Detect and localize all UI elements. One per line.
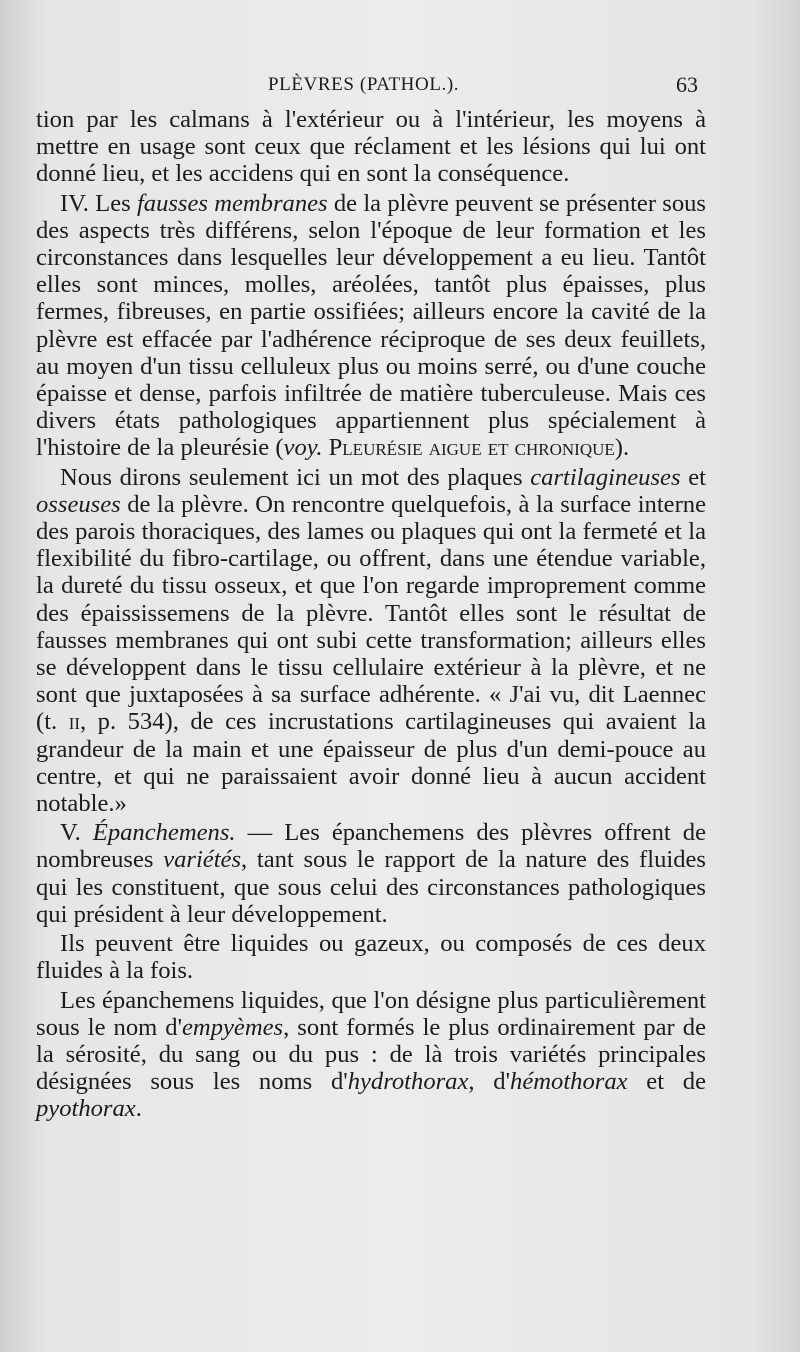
- running-title-paren: (PATHOL.).: [359, 74, 460, 95]
- italic-term: empyèmes: [182, 1013, 284, 1041]
- paragraph-plaques: [36, 464, 706, 818]
- running-title-main: PLÈVRES: [268, 74, 355, 95]
- paragraph-fausses-membranes: [36, 190, 706, 462]
- text-run: Nous dirons seulement ici un mot des plaques: [60, 463, 531, 491]
- text-run: et: [680, 463, 706, 491]
- text-run: .: [135, 1095, 142, 1123]
- italic-term: Épanchemens.: [92, 819, 236, 847]
- volume-number: ii: [68, 708, 81, 736]
- text-run: de la plèvre peuvent se présenter sous des aspects très différens, selon l'époque de leur formation et les circonstances dans lesquelles leur développement a eu lieu. Tantôt elles sont minces, molles, aréolées, tantôt plus épaisses, plus fermes, fibreuses, en partie ossifiées; ailleurs encore la cavité de la plèvre est effacée par l'adhérence réciproque de ses deux feuillets, au moyen d'un tissu celluleux plus ou moins serré, ou d'une couche épaisse et dense, parfois infiltrée de matière tuberculeuse. Mais ces divers états pathologiques appartiennent plus spécialement à l'histoire de la pleurésie (: [36, 189, 706, 462]
- italic-term: variétés: [163, 846, 242, 874]
- italic-term: osseuses: [36, 490, 121, 518]
- paragraph-epanchemens-liquides: [36, 987, 706, 1123]
- italic-voy: voy.: [283, 434, 323, 462]
- body-text: [36, 106, 706, 1125]
- italic-term: hydrothorax: [347, 1068, 469, 1096]
- text-run: Les épanchemens liquides, que l'on désigne plus particulièrement sous le nom d': [36, 986, 706, 1041]
- text-run: de la plèvre. On rencontre quelquefois, à la surface interne des parois thoraciques, des lames ou plaques qui ont la fermeté et la flexibilité du fibro-cartilage, ou offrent, dans une étendue variable, la dureté du tissu osseux, et que l'on regarde improprement comme des épaississemens de la plèvre. Tantôt elles sont le résultat de fausses membranes qui ont subi cette transformation; ailleurs elles se développent dans le tissu cellulaire extérieur à la plèvre, et ne sont que juxtaposées à sa surface adhérente. « J'ai vu, dit Laennec (t.: [36, 490, 706, 736]
- italic-term: fausses membranes: [136, 189, 328, 217]
- text-run: IV. Les: [60, 189, 137, 217]
- paragraph-1: [36, 106, 706, 188]
- page-number: 63: [676, 72, 698, 97]
- text-run: — Les épanchemens des plèvres offrent de nombreuses: [36, 819, 706, 874]
- text-run: Ils peuvent être liquides ou gazeux, ou composés de ces deux fluides à la fois.: [36, 930, 706, 985]
- text-run: , tant sous le rapport de la nature des fluides qui les constituent, que sous celui des circonstances pathologiques qui président à leur développement.: [36, 846, 706, 928]
- italic-term: cartilagineuses: [530, 463, 681, 491]
- cross-reference: Pleurésie aigue et chronique: [328, 434, 615, 462]
- running-header: [0, 72, 800, 104]
- text-run: V.: [60, 819, 93, 847]
- paragraph-1-text: tion par les calmans à l'extérieur ou à l'intérieur, les moyens à mettre en usage sont ceux que réclament et les lésions qui lui ont donné lieu, et les accidens qui en sont la conséquence.: [36, 106, 706, 188]
- text-run: , p. 534), de ces incrustations cartilagineuses qui avaient la grandeur de la main et une épaisseur de plus d'un demi-pouce au centre, et qui ne paraissaient avoir donné lieu à aucun accident notable.»: [36, 708, 706, 818]
- text-run: ).: [614, 434, 630, 462]
- text-run: , d': [468, 1068, 511, 1096]
- text-run: et de: [627, 1068, 706, 1096]
- paragraph-epanchemens: [36, 819, 706, 928]
- paragraph-liquides-gazeux: [36, 930, 706, 984]
- italic-term: hémothorax: [510, 1068, 628, 1096]
- italic-term: pyothorax: [36, 1095, 136, 1123]
- running-title: [268, 74, 459, 96]
- text-run: , sont formés le plus ordinairement par de la sérosité, du sang ou du pus : de là trois variétés principales désignées sous les noms d': [36, 1013, 706, 1096]
